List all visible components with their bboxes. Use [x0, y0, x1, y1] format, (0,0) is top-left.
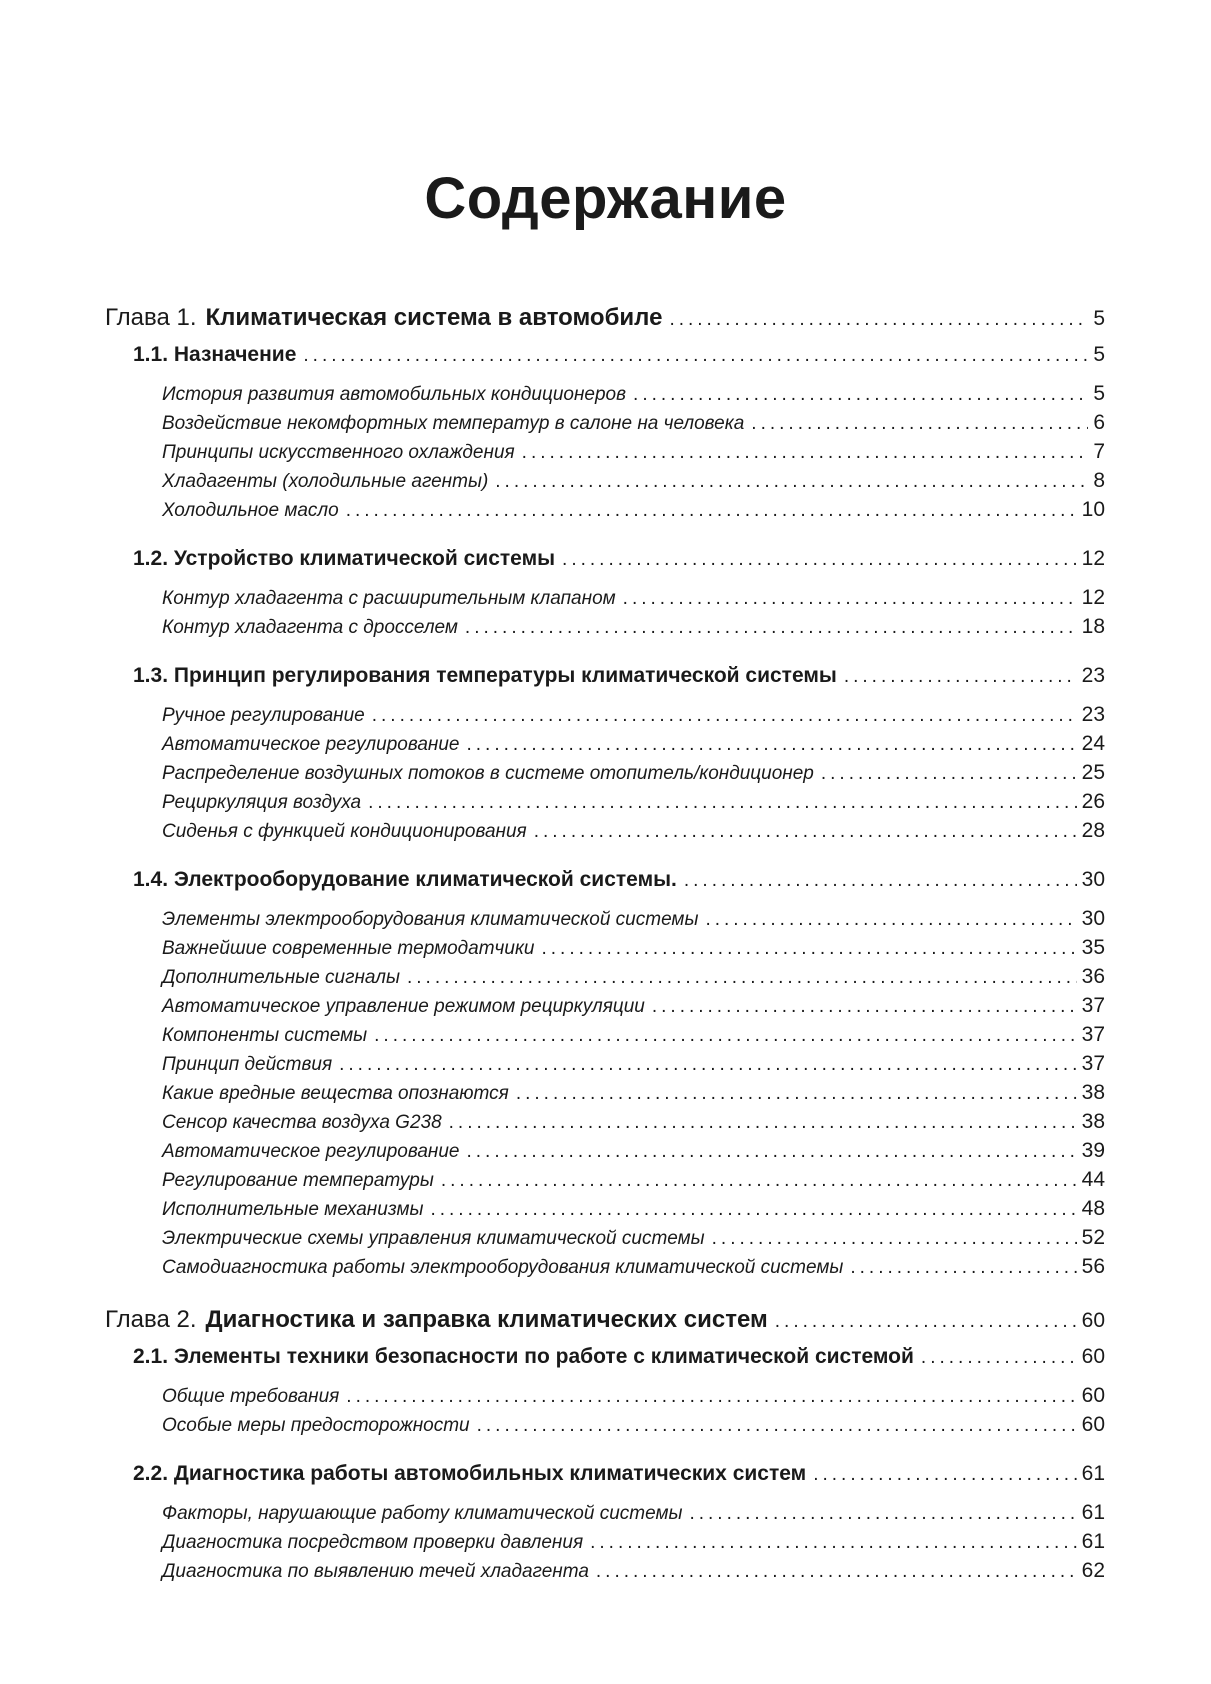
toc-entry-label: Контур хладагента с дросселем — [162, 617, 458, 638]
toc-entry-page-number: 48 — [1081, 1197, 1105, 1220]
toc-entry-page-number: 5 — [1093, 382, 1105, 405]
dot-leader — [449, 1109, 1077, 1137]
toc-entry-sub — [105, 1253, 1105, 1282]
toc-entry-sub — [105, 963, 1105, 992]
dot-leader — [652, 993, 1077, 1021]
toc-entry-sub — [105, 1021, 1105, 1050]
toc-entry-page-number: 38 — [1081, 1110, 1105, 1133]
dot-leader — [821, 760, 1077, 788]
toc-entry-label: Принципы искусственного охлаждения — [162, 442, 515, 463]
toc-entry-label: Диагностика и заправка климатических систем — [205, 1306, 768, 1333]
toc-entry-page-number: 52 — [1081, 1226, 1105, 1249]
toc-entry-sub — [105, 584, 1105, 613]
toc-entry-label: Факторы, нарушающие работу климатической системы — [162, 1503, 683, 1524]
toc-entry-page-number: 38 — [1081, 1081, 1105, 1104]
toc-entry-sub — [105, 380, 1105, 409]
toc-entry-label: Холодильное масло — [162, 500, 339, 521]
toc-entry-sub — [105, 730, 1105, 759]
dot-leader — [590, 1529, 1077, 1557]
toc-entry-label: Воздействие некомфортных температур в салоне на человека — [162, 413, 745, 434]
dot-leader — [466, 1138, 1076, 1166]
toc-entry-sub — [105, 1166, 1105, 1195]
toc-entry-label: 1.3. Принцип регулирования температуры климатической системы — [133, 664, 837, 687]
toc-entry-label: Общие требования — [162, 1386, 340, 1407]
toc-entry-page-number: 18 — [1081, 615, 1105, 638]
toc-entry-page-number: 12 — [1081, 586, 1105, 609]
toc-entry-page-number: 24 — [1081, 732, 1105, 755]
toc-entry-page-number: 37 — [1081, 994, 1105, 1017]
toc-entry-sub — [105, 1499, 1105, 1528]
toc-entry-page-number: 56 — [1081, 1255, 1105, 1278]
toc-entry-page-number: 60 — [1081, 1384, 1105, 1407]
toc-entry-label: Климатическая система в автомобиле — [205, 304, 663, 331]
toc-entry-label: Компоненты системы — [162, 1025, 368, 1046]
dot-leader — [751, 410, 1088, 438]
toc-entry-sub — [105, 759, 1105, 788]
toc-entry-sub — [105, 409, 1105, 438]
toc-entry-sub — [105, 1079, 1105, 1108]
toc-entry-page-number: 30 — [1081, 868, 1105, 891]
toc-entry-page-number: 60 — [1081, 1309, 1105, 1332]
toc-entry-label: 2.1. Элементы техники безопасности по работе с климатической системой — [133, 1345, 914, 1368]
toc-entry-sub — [105, 438, 1105, 467]
toc-entry-label: 1.4. Электрооборудование климатической системы. — [133, 868, 677, 891]
toc-entry-label: Диагностика по выявлению течей хладагента — [162, 1561, 589, 1582]
toc-entry-page-number: 26 — [1081, 790, 1105, 813]
dot-leader — [705, 906, 1076, 934]
toc-entry-chapter-prefix: Глава 1. — [105, 304, 197, 331]
toc-entry-label: Автоматическое регулирование — [162, 734, 460, 755]
dot-leader — [346, 1383, 1076, 1411]
toc-entry-label: Особые меры предосторожности — [162, 1415, 470, 1436]
toc-entry-page-number: 12 — [1081, 547, 1105, 570]
toc-entry-sub — [105, 496, 1105, 525]
toc-entry-page-number: 61 — [1081, 1462, 1105, 1485]
toc-entry-label: Принцип действия — [162, 1054, 333, 1075]
toc-entry-page-number: 37 — [1081, 1052, 1105, 1075]
toc-entry-page-number: 35 — [1081, 936, 1105, 959]
toc-entry-page-number: 8 — [1093, 469, 1105, 492]
toc-entry-sub — [105, 1557, 1105, 1586]
dot-leader — [844, 663, 1077, 691]
toc-entry-sub — [105, 613, 1105, 642]
toc-entry-sub — [105, 1195, 1105, 1224]
toc-entry-label: Ручное регулирование — [162, 705, 365, 726]
toc-entry-label: Регулирование температуры — [162, 1170, 434, 1191]
dot-leader — [633, 381, 1088, 409]
toc-entry-section — [105, 545, 1105, 574]
toc-entry-chapter — [105, 1304, 1105, 1338]
toc-entry-page-number: 23 — [1081, 664, 1105, 687]
dot-leader — [813, 1461, 1076, 1489]
toc-entry-page-number: 60 — [1081, 1345, 1105, 1368]
toc-entry-sub — [105, 992, 1105, 1021]
toc-entry-page-number: 60 — [1081, 1413, 1105, 1436]
toc-entry-label: Рециркуляция воздуха — [162, 792, 362, 813]
toc-entry-page-number: 39 — [1081, 1139, 1105, 1162]
toc-entry-page-number: 30 — [1081, 907, 1105, 930]
dot-leader — [522, 439, 1089, 467]
toc-entry-label: Автоматическое регулирование — [162, 1141, 460, 1162]
toc-entry-label: Хладагенты (холодильные агенты) — [162, 471, 489, 492]
toc-entry-page-number: 61 — [1081, 1530, 1105, 1553]
toc-entry-sub — [105, 817, 1105, 846]
toc-entry-section — [105, 662, 1105, 691]
toc-entry-sub — [105, 1224, 1105, 1253]
toc-entry-chapter — [105, 302, 1105, 336]
toc-entry-sub — [105, 1411, 1105, 1440]
toc-entry-sub — [105, 788, 1105, 817]
toc-entry-page-number: 28 — [1081, 819, 1105, 842]
toc-entry-page-number: 61 — [1081, 1501, 1105, 1524]
toc-entry-label: Сенсор качества воздуха G238 — [162, 1112, 442, 1133]
toc-entry-label: Дополнительные сигналы — [162, 967, 400, 988]
toc-entry-page-number: 5 — [1093, 307, 1105, 330]
toc-entry-page-number: 10 — [1081, 498, 1105, 521]
dot-leader — [346, 497, 1077, 525]
toc-entry-label: Автоматическое управление режимом рециркуляции — [162, 996, 645, 1017]
dot-leader — [775, 1306, 1077, 1338]
dot-leader — [374, 1022, 1077, 1050]
toc-entry-label: 1.2. Устройство климатической системы — [133, 547, 556, 570]
dot-leader — [623, 585, 1077, 613]
toc-entry-sub — [105, 1108, 1105, 1137]
toc-entry-section — [105, 1343, 1105, 1372]
toc-entry-section — [105, 1460, 1105, 1489]
dot-leader — [372, 702, 1077, 730]
toc-entry-sub — [105, 1382, 1105, 1411]
dot-leader — [921, 1344, 1077, 1372]
toc-entry-label: Важнейшие современные термодатчики — [162, 938, 535, 959]
dot-leader — [368, 789, 1077, 817]
dot-leader — [495, 468, 1088, 496]
toc-entry-label: Какие вредные вещества опознаются — [162, 1083, 509, 1104]
toc-entry-sub — [105, 934, 1105, 963]
toc-entry-sub — [105, 905, 1105, 934]
dot-leader — [712, 1225, 1077, 1253]
toc-entry-page-number: 23 — [1081, 703, 1105, 726]
toc-entry-label: Сиденья с функцией кондиционирования — [162, 821, 527, 842]
dot-leader — [441, 1167, 1077, 1195]
toc-entry-page-number: 5 — [1093, 343, 1105, 366]
dot-leader — [466, 731, 1076, 759]
toc-entry-page-number: 6 — [1093, 411, 1105, 434]
dot-leader — [850, 1254, 1076, 1282]
toc-entry-page-number: 25 — [1081, 761, 1105, 784]
dot-leader — [669, 304, 1088, 336]
toc-entry-sub — [105, 467, 1105, 496]
toc-entry-page-number: 62 — [1081, 1559, 1105, 1582]
dot-leader — [596, 1558, 1077, 1586]
toc-entry-label: Распределение воздушных потоков в системе отопитель/кондиционер — [162, 763, 814, 784]
dot-leader — [477, 1412, 1077, 1440]
toc-entry-chapter-prefix: Глава 2. — [105, 1306, 197, 1333]
toc-entry-page-number: 7 — [1093, 440, 1105, 463]
dot-leader — [407, 964, 1077, 992]
dot-leader — [534, 818, 1077, 846]
toc-entry-label: Элементы электрооборудования климатической системы — [162, 909, 699, 930]
page-title: Содержание — [424, 166, 787, 231]
toc-entry-label: История развития автомобильных кондиционеров — [162, 384, 627, 405]
toc-entry-label: Самодиагностика работы электрооборудования климатической системы — [162, 1257, 844, 1278]
dot-leader — [684, 867, 1077, 895]
toc-entry-section — [105, 341, 1105, 370]
toc-entry-sub — [105, 1137, 1105, 1166]
dot-leader — [689, 1500, 1076, 1528]
toc-entry-page-number: 36 — [1081, 965, 1105, 988]
dot-leader — [339, 1051, 1077, 1079]
toc-entry-sub — [105, 1528, 1105, 1557]
toc-entry-label: Контур хладагента с расширительным клапаном — [162, 588, 616, 609]
toc-entry-section — [105, 866, 1105, 895]
toc-entry-label: Диагностика посредством проверки давления — [162, 1532, 584, 1553]
toc-entry-label: Электрические схемы управления климатической системы — [162, 1228, 705, 1249]
toc-entry-label: Исполнительные механизмы — [162, 1199, 424, 1220]
toc-entry-label: 1.1. Назначение — [133, 343, 297, 366]
dot-leader — [465, 614, 1077, 642]
dot-leader — [562, 546, 1077, 574]
dot-leader — [303, 342, 1088, 370]
toc-entry-label: 2.2. Диагностика работы автомобильных климатических систем — [133, 1462, 807, 1485]
dot-leader — [430, 1196, 1076, 1224]
toc-entry-page-number: 37 — [1081, 1023, 1105, 1046]
dot-leader — [516, 1080, 1077, 1108]
toc-entry-sub — [105, 1050, 1105, 1079]
dot-leader — [542, 935, 1077, 963]
toc-entry-page-number: 44 — [1081, 1168, 1105, 1191]
toc-entry-sub — [105, 701, 1105, 730]
toc-list — [0, 302, 1211, 1586]
